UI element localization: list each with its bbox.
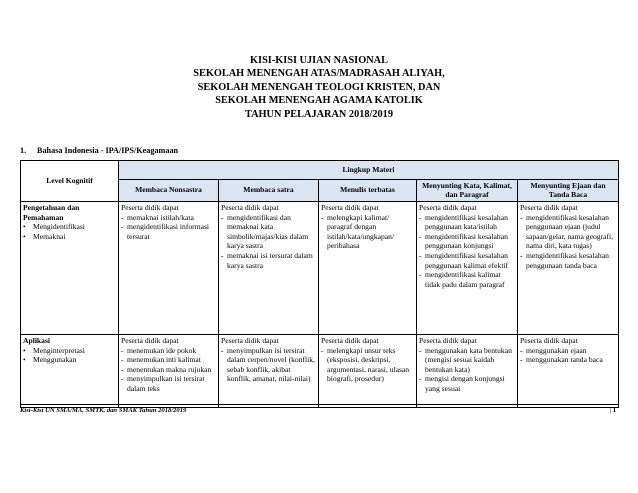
footer-document-name: Kisi-Kisi UN SMA/MA, SMTK, dan SMAK Tahun 2018/2019 <box>20 407 187 414</box>
list-item-text: mengidentifikasi informasi tersurat <box>127 222 210 241</box>
cell-intro: Peserta didik dapat <box>121 336 179 345</box>
column-header: Membaca satra <box>219 180 319 202</box>
dash-icon: - <box>221 212 224 222</box>
list-item <box>419 251 515 270</box>
list-item <box>419 232 515 251</box>
level-bullet <box>23 355 116 365</box>
list-item-text: menggunakan kata bentukan (mengisi sesuai kaidah bentukan kata) <box>425 345 512 374</box>
list-item-text: mengidentifikasi kesalahan penggunaan ejaan (judul sapaan/gelar, nama geografi, nama diri, kata tugas) <box>526 212 613 251</box>
materi-cell <box>219 202 319 335</box>
list-item <box>419 270 515 289</box>
dash-icon: - <box>419 270 422 280</box>
list-item <box>321 346 414 384</box>
dash-icon: - <box>419 212 422 222</box>
title-line: SEKOLAH MENENGAH AGAMA KATOLIK <box>215 95 423 107</box>
section-heading <box>20 146 178 155</box>
bullet-text: Memaknai <box>33 231 66 241</box>
level-title: Aplikasi <box>23 336 51 345</box>
dash-icon: - <box>221 250 224 260</box>
list-item <box>121 374 216 393</box>
kisi-kisi-table <box>20 160 619 408</box>
dash-icon: - <box>121 374 124 384</box>
list-item <box>520 213 616 251</box>
list-item-text: melengkapi unsur teks (eksposisi, deskripsi, argumentasi, narasi, ulasan biografi, prosedur) <box>327 345 410 384</box>
level-bullet <box>23 222 116 232</box>
list-item-text: memaknai istilah/kata <box>127 212 194 222</box>
list-item-text: melengkapi kalimat/ paragraf dengan istilah/kata/ungkapan/ peribahasa <box>327 212 395 251</box>
column-header: Menulis terbatas <box>319 180 417 202</box>
materi-cell <box>119 335 219 408</box>
cell-intro: Peserta didik dapat <box>221 336 279 345</box>
list-item <box>121 222 216 241</box>
dash-icon: - <box>221 345 224 355</box>
dash-icon: - <box>121 364 124 374</box>
level-cell <box>21 202 119 335</box>
list-item-text: menggunakan ejaan <box>526 345 587 355</box>
list-item <box>419 374 515 393</box>
list-item <box>419 346 515 375</box>
materi-cell <box>518 202 619 335</box>
materi-cell <box>119 202 219 335</box>
document-title <box>0 54 638 121</box>
list-item-text: menemukan ide pokok <box>127 345 197 355</box>
bullet-icon: • <box>23 231 26 241</box>
page-number: 1 <box>612 407 616 414</box>
list-item-text: menemukan inti kalimat <box>127 355 201 365</box>
list-item-text: menyimpulkan isi tersirat dalam teks <box>127 374 205 393</box>
dash-icon: - <box>520 355 523 365</box>
lingkup-materi-header: Lingkup Materi <box>119 161 619 180</box>
list-item-text: mengidentifikasi kesalahan penggunaan kalimat efektif <box>425 250 509 270</box>
list-item-text: menggunakan tanda baca <box>526 355 603 365</box>
list-item-text: menyimpulkan isi tersirat dalam cerpen/novel (konflik, sebab konflik, akibat konflik, amanat, nilai-nilai) <box>227 345 315 384</box>
dash-icon: - <box>419 374 422 384</box>
materi-cell <box>219 335 319 408</box>
list-item <box>121 346 216 356</box>
dash-icon: - <box>419 345 422 355</box>
materi-cell <box>518 335 619 408</box>
list-item-text: mengisi dengan konjungsi yang sesuai <box>425 374 505 393</box>
cell-intro: Peserta didik dapat <box>321 336 379 345</box>
materi-cell <box>319 202 417 335</box>
list-item-text: mengidentifikasi kalimat tidak padu dalam paragraf <box>425 270 505 289</box>
list-item <box>419 213 515 232</box>
cell-intro: Peserta didik dapat <box>419 203 477 212</box>
level-cell <box>21 335 119 408</box>
dash-icon: - <box>520 250 523 260</box>
title-line: SEKOLAH MENENGAH ATAS/MADRASAH ALIYAH, <box>193 68 445 80</box>
cell-intro: Peserta didik dapat <box>419 336 477 345</box>
list-item <box>121 213 216 223</box>
level-title: Pengetahuan dan Pemahaman <box>23 203 80 222</box>
dash-icon: - <box>121 222 124 232</box>
list-item-text: mengidentifikasi kesalahan penggunaan konjungsi <box>425 231 508 251</box>
dash-icon: - <box>520 212 523 222</box>
list-item <box>121 355 216 365</box>
list-item-text: mengidentifikasi kesalahan penggunaan tanda baca <box>526 250 609 270</box>
bullet-icon: • <box>23 345 26 355</box>
dash-icon: - <box>419 231 422 241</box>
footer-page <box>610 407 616 414</box>
column-header: Menyunting Kata, Kalimat, dan Paragraf <box>417 180 518 202</box>
cell-intro: Peserta didik dapat <box>221 203 279 212</box>
section-title: Bahasa Indonesia - IPA/IPS/Keagamaan <box>37 146 179 155</box>
bullet-text: Mengidentifikasi <box>33 222 85 232</box>
list-item <box>121 365 216 375</box>
materi-cell <box>319 335 417 408</box>
column-header: Membaca Nonsastra <box>119 180 219 202</box>
list-item <box>520 346 616 356</box>
list-item <box>520 251 616 270</box>
list-item-text: mengidentifikasi dan memaknai kata simbolik/majas/kias dalam karya sastra <box>227 212 309 251</box>
level-bullet <box>23 346 116 356</box>
list-item-text: memaknai isi tersurat dalam karya sastra <box>227 250 313 270</box>
list-item <box>221 213 316 251</box>
bullet-icon: • <box>23 355 26 365</box>
cell-intro: Peserta didik dapat <box>520 336 578 345</box>
list-item-text: mengidentifikasi kesalahan penggunaan kata/istilah <box>425 212 508 232</box>
list-item <box>221 251 316 270</box>
list-item-text: menentukan makna rujukan <box>127 364 212 374</box>
table-row <box>21 335 619 408</box>
cell-intro: Peserta didik dapat <box>121 203 179 212</box>
dash-icon: - <box>121 355 124 365</box>
bullet-text: Menggunakan <box>33 355 77 365</box>
materi-cell <box>417 202 518 335</box>
dash-icon: - <box>121 212 124 222</box>
bullet-text: Menginterpretasi <box>33 345 85 355</box>
table-row <box>21 202 619 335</box>
title-line: KISI-KISI UJIAN NASIONAL <box>250 55 388 66</box>
dash-icon: - <box>321 345 324 355</box>
materi-cell <box>417 335 518 408</box>
footer-separator: | <box>609 407 612 414</box>
dash-icon: - <box>520 345 523 355</box>
section-number: 1. <box>20 146 27 155</box>
dash-icon: - <box>121 345 124 355</box>
dash-icon: - <box>419 250 422 260</box>
cell-intro: Peserta didik dapat <box>321 203 379 212</box>
footer-divider <box>20 404 618 405</box>
dash-icon: - <box>321 212 324 222</box>
cell-intro: Peserta didik dapat <box>520 203 578 212</box>
column-header: Menyunting Ejaan dan Tanda Baca <box>518 180 619 202</box>
level-bullet <box>23 232 116 242</box>
list-item <box>321 213 414 251</box>
bullet-icon: • <box>23 222 26 232</box>
title-line: TAHUN PELAJARAN 2018/2019 <box>245 108 393 120</box>
title-line: SEKOLAH MENENGAH TEOLOGI KRISTEN, DAN <box>197 81 441 93</box>
level-kognitif-header: Level Kognitif <box>21 161 119 202</box>
list-item <box>221 346 316 384</box>
list-item <box>520 355 616 365</box>
